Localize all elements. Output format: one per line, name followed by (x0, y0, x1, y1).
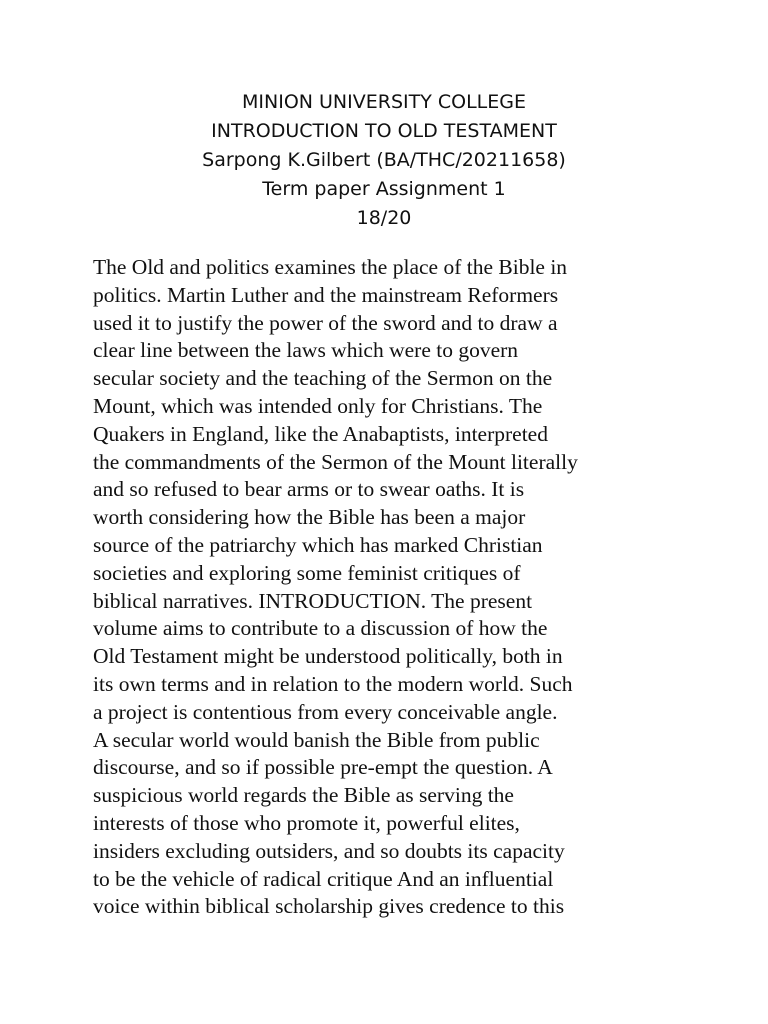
body-line: biblical narratives. INTRODUCTION. The present (93, 588, 533, 613)
course-title: INTRODUCTION TO OLD TESTAMENT (211, 120, 557, 142)
body-line: clear line between the laws which were to govern (93, 338, 519, 363)
body-line: insiders excluding outsiders, and so doubts its capacity (93, 838, 565, 863)
document-header (0, 88, 768, 233)
body-line: interests of those who promote it, powerful elites, (93, 810, 520, 835)
body-line: and so refused to bear arms or to swear oaths. It is (93, 477, 525, 502)
body-paragraph (93, 254, 693, 921)
institution-name: MINION UNIVERSITY COLLEGE (242, 91, 526, 113)
body-line: suspicious world regards the Bible as serving the (93, 783, 514, 808)
body-line: Quakers in England, like the Anabaptists, interpreted (93, 421, 548, 446)
body-line: to be the vehicle of radical critique And an influential (93, 866, 554, 891)
grade-score: 18/20 (356, 207, 412, 229)
body-line: source of the patriarchy which has marked Christian (93, 532, 543, 557)
body-line: A secular world would banish the Bible from public (93, 727, 540, 752)
body-line: the commandments of the Sermon of the Mount literally (93, 449, 578, 474)
student-name-id: Sarpong K.Gilbert (BA/THC/20211658) (202, 149, 566, 171)
body-line: a project is contentious from every conceivable angle. (93, 699, 558, 724)
body-line: Mount, which was intended only for Christians. The (93, 393, 543, 418)
body-line: used it to justify the power of the sword and to draw a (93, 310, 558, 335)
body-line: its own terms and in relation to the modern world. Such (93, 671, 573, 696)
body-line: Old Testament might be understood politically, both in (93, 644, 563, 669)
body-line: politics. Martin Luther and the mainstream Reformers (93, 282, 559, 307)
assignment-title: Term paper Assignment 1 (262, 178, 506, 200)
body-line: secular society and the teaching of the Sermon on the (93, 366, 553, 391)
body-line: volume aims to contribute to a discussion of how the (93, 616, 548, 641)
body-line: societies and exploring some feminist critiques of (93, 560, 521, 585)
body-line: The Old and politics examines the place of the Bible in (93, 255, 568, 279)
body-line: discourse, and so if possible pre-empt the question. A (93, 755, 553, 780)
body-line: worth considering how the Bible has been a major (93, 505, 526, 530)
body-line: voice within biblical scholarship gives credence to this (93, 894, 565, 919)
